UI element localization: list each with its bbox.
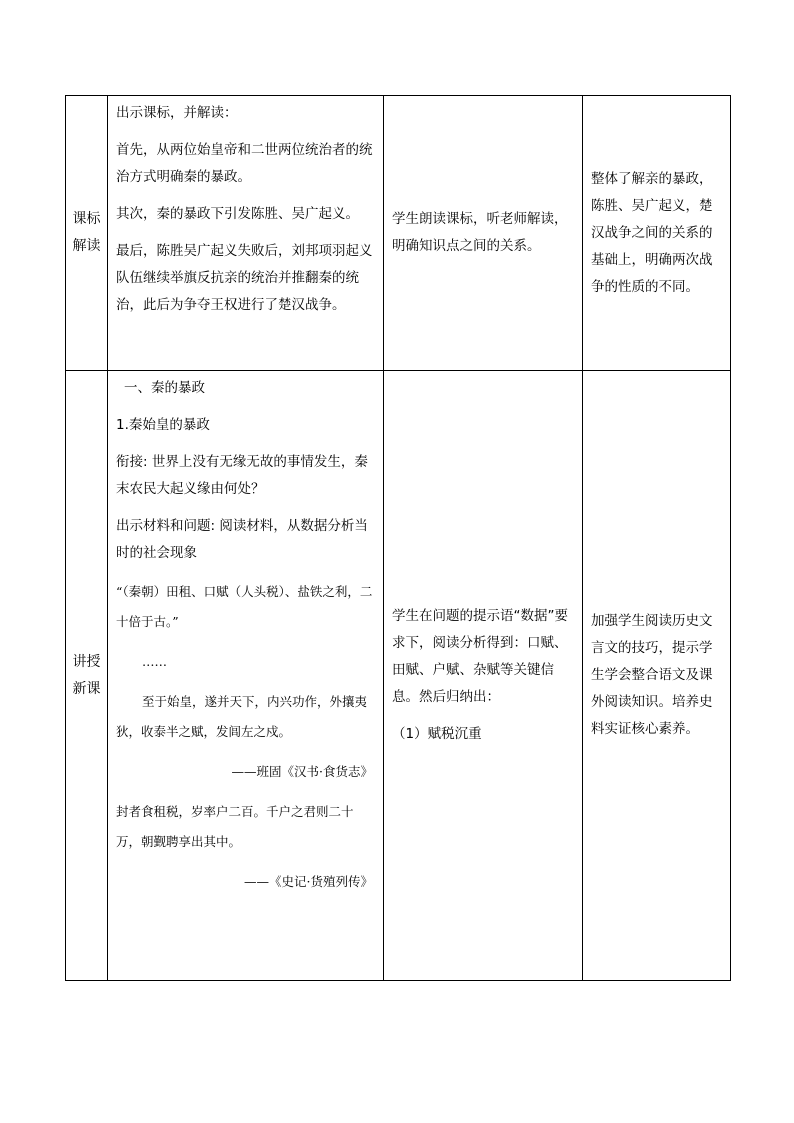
teacher-paragraph: 其次，秦的暴政下引发陈胜、吴广起义。 <box>116 206 359 222</box>
teacher-paragraph: 最后，陈胜吴广起义失败后，刘邦项羽起义队伍继续举旗反抗亲的统治并推翻秦的统治，此后为争夺王权进行了楚汉战争。 <box>116 243 373 313</box>
design-intent-cell <box>583 371 731 981</box>
table-row <box>66 371 731 981</box>
student-paragraph: 学生在问题的提示语“数据”要求下，阅读分析得到：口赋、田赋、户赋、杂赋等关键信息。然后归纳出： <box>392 608 568 705</box>
row-heading <box>66 371 108 981</box>
design-intent-cell <box>583 96 731 371</box>
student-paragraph: 学生朗读课标，听老师解读，明确知识点之间的关系。 <box>392 211 568 254</box>
intent-paragraph: 整体了解亲的暴政，陈胜、吴广起义，楚汉战争之间的关系的基础上，明确两次战争的性质的不同。 <box>591 170 713 295</box>
table-row <box>66 96 731 371</box>
section-heading: 一、秦的暴政 <box>124 380 205 396</box>
row-heading-line: 解读 <box>72 238 101 254</box>
teacher-activity-cell <box>108 96 384 371</box>
subsection-heading: 1.秦始皇的暴政 <box>116 417 210 433</box>
transition-text: 衔接: 世界上没有无缘无故的事情发生，秦末农民大起义缘由何处？ <box>116 454 368 497</box>
row-heading <box>66 96 108 371</box>
material-prompt: 出示材料和问题: 阅读材料，从数据分析当时的社会现象 <box>116 518 368 561</box>
intent-paragraph: 加强学生阅读历史文言文的技巧，提示学生学会整合语文及课外阅读知识。培养史料实证核心素养。 <box>591 613 713 737</box>
student-activity-cell <box>384 96 583 371</box>
student-paragraph: （1）赋税沉重 <box>392 726 482 742</box>
teacher-paragraph: 出示课标，并解读： <box>116 105 238 121</box>
row-heading-line: 课标 <box>72 211 101 227</box>
ellipsis-text: …… <box>142 654 167 669</box>
quote-source: ——《史记·货殖列传》 <box>244 874 373 889</box>
teacher-paragraph: 首先，从两位始皇帝和二世两位统治者的统治方式明确秦的暴政。 <box>116 142 373 185</box>
quote-source: ——班固《汉书·食货志》 <box>231 764 373 779</box>
quote-text: 至于始皇，遂并天下，内兴功作，外攘夷狄，收泰半之赋，发闾左之戍。 <box>116 694 368 739</box>
quote-text: 封者食租税，岁率户二百。千户之君则二十万，朝觐聘享出其中。 <box>116 804 354 849</box>
row-heading-line: 新课 <box>72 680 101 697</box>
lesson-plan-table <box>65 95 731 981</box>
quote-text: “（秦朝）田租、口赋（人头税）、盐铁之利，二十倍于古。” <box>116 584 373 629</box>
student-activity-cell <box>384 371 583 981</box>
teacher-activity-cell <box>108 371 384 981</box>
row-heading-line: 讲授 <box>72 653 101 670</box>
